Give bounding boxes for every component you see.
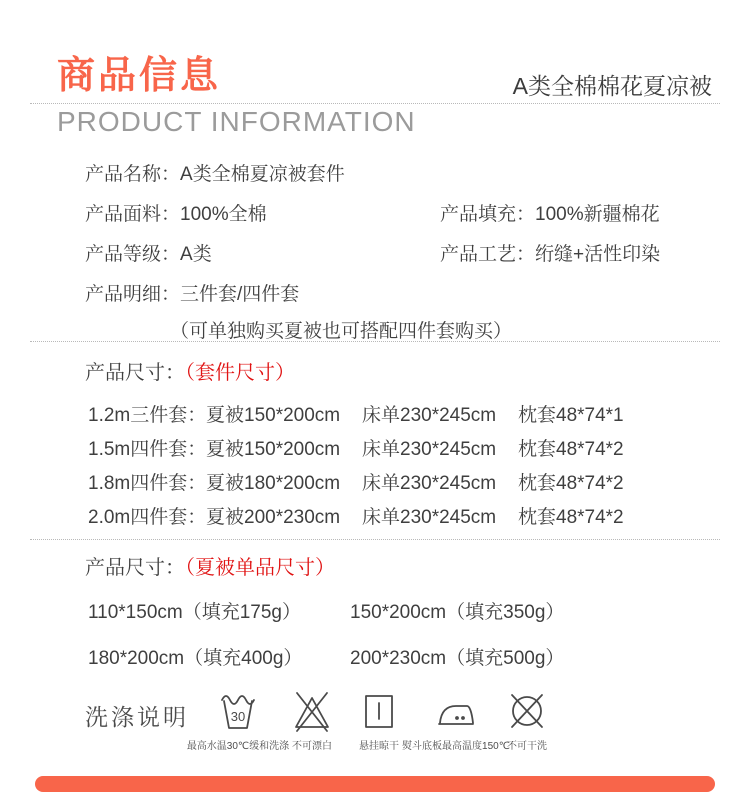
washing-label: 洗涤说明 [85,704,189,730]
info-row-grade [85,235,725,275]
size-cell: 110*150cm（填充175g） [88,602,301,623]
iron-max-150-icon [435,690,477,734]
page-title: 商品信息 [57,55,222,97]
table-row: 2.0m四件套： 夏被200*230cm 床单230*245cm 枕套48*74*2 [88,507,624,528]
info-label: 产品名称： [85,164,181,185]
svg-text:30: 30 [230,709,246,724]
basic-info-section [85,155,725,348]
section-note: （套件尺寸） [185,362,295,384]
size-cell: 150*200cm（填充350g） [350,602,565,623]
table-row: 1.8m四件套： 夏被180*200cm 床单230*245cm 枕套48*74*2 [88,473,624,494]
info-row-fabric [85,195,725,235]
info-row-filling [440,195,660,235]
product-name: A类全棉棉花夏凉被 [512,73,712,99]
page-title-en: PRODUCT INFORMATION [57,106,416,137]
info-value: 100%新疆棉花 [535,204,660,225]
info-label: 产品填充： [440,204,536,225]
info-value: 三件套/四件套 [180,284,300,305]
dotted-divider [30,341,720,342]
info-row-craft [440,235,660,275]
wash-caption: 不可漂白 [292,741,332,752]
table-row: 1.2m三件套： 夏被150*200cm 床单230*245cm 枕套48*74*1 [88,405,624,426]
table-row: 1.5m四件套： 夏被150*200cm 床单230*245cm 枕套48*74*2 [88,439,624,460]
dotted-divider [30,539,720,540]
info-label: 产品等级： [85,244,181,265]
bottom-accent-bar [35,776,715,792]
info-label: 产品明细： [85,284,181,305]
wash-caption: 熨斗底板最高温度150℃ [402,741,510,752]
info-value: A类 [180,244,212,265]
wash-30-icon [217,690,259,734]
section-note: （夏被单品尺寸） [185,557,335,579]
info-value: 绗缝+活性印染 [535,244,661,265]
wash-caption: 悬挂晾干 [359,741,399,752]
size-cell: 180*200cm（填充400g） [88,648,303,669]
size-cell: 200*230cm（填充500g） [350,648,565,669]
info-label: 产品工艺： [440,244,536,265]
dotted-divider [30,103,720,104]
info-label: 产品面料： [85,204,181,225]
wash-instruction [482,690,572,752]
wash-caption: 不可干洗 [507,741,547,752]
table-row [88,636,612,682]
single-sizes-grid [88,590,612,682]
no-bleach-icon [291,690,333,734]
info-value: A类全棉夏凉被套件 [180,164,345,185]
no-dryclean-icon [506,690,548,734]
set-sizes-table [88,399,624,535]
section-label: 产品尺寸： [85,362,185,384]
info-row-name [85,155,725,195]
set-sizes-heading [85,356,295,385]
single-sizes-heading [85,551,335,580]
wash-caption: 最高水温30℃缓和洗涤 [186,741,290,752]
info-row-detail [85,275,725,315]
section-label: 产品尺寸： [85,557,185,579]
purchase-note: （可单独购买夏被也可搭配四件套购买） [170,321,513,342]
table-row [88,590,612,636]
info-value: 100%全棉 [180,204,267,225]
